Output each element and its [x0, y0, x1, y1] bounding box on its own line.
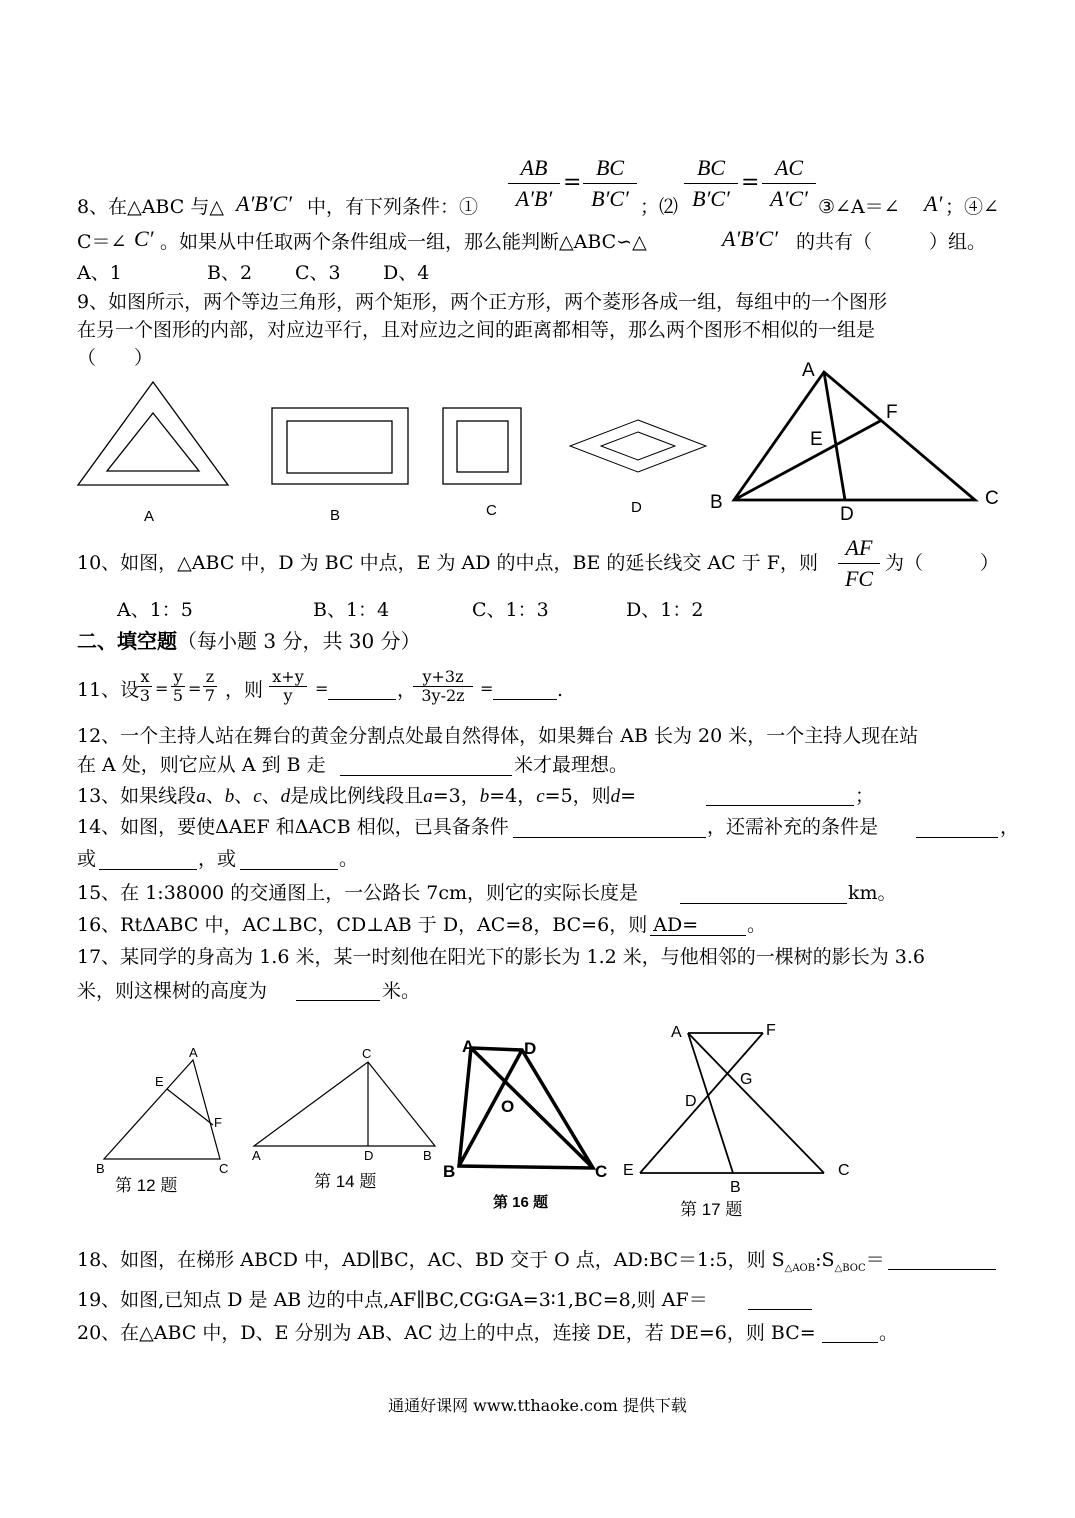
- q8-option-d: D、4: [383, 262, 430, 284]
- fig9-label-c: C: [486, 502, 497, 519]
- page-footer: 通通好课网 www.tthaoke.com 提供下载: [388, 1396, 687, 1415]
- q9-line1: 9、如图所示，两个等边三角形，两个矩形，两个正方形，两个菱形各成一组，每组中的一个图形: [77, 291, 888, 313]
- fig10-label-b: B: [710, 492, 723, 513]
- fig10-label-e: E: [810, 429, 823, 450]
- q8-sep: ；⑵: [640, 196, 679, 218]
- denominator: B′C′: [591, 186, 629, 211]
- q14-line1a: 14、如图，要使ΔAEF 和ΔACB 相似，已具备条件: [77, 816, 509, 838]
- fig12-label-c: C: [219, 1161, 229, 1176]
- q8-line1-mid: 中，有下列条件：①: [307, 196, 479, 218]
- var-d: d: [610, 786, 621, 807]
- numerator: z: [205, 667, 215, 686]
- fig10-label-f: F: [886, 402, 898, 423]
- fig12-label-b: B: [96, 1161, 105, 1176]
- q8-option-c: C、3: [295, 262, 341, 284]
- fig12-label-e: E: [155, 1074, 164, 1089]
- q16-end: 。: [747, 914, 767, 936]
- figure-14: [254, 1062, 435, 1146]
- fig12-label-f: F: [214, 1115, 222, 1130]
- denominator: 3: [139, 686, 151, 705]
- q8-line2c: 的共有（ ）组。: [796, 231, 987, 253]
- prime-c: C′: [134, 226, 154, 251]
- separator: 、: [261, 785, 281, 807]
- q18-mid: :S: [815, 1249, 835, 1271]
- prime-a: A′: [924, 191, 943, 216]
- q10-option-c: C、1：3: [472, 599, 549, 621]
- fig10-label-a: A: [802, 360, 815, 381]
- q14-line1b: ，还需补充的条件是: [707, 816, 879, 838]
- q13-end: ；: [855, 785, 875, 807]
- denominator: 3y-2z: [421, 686, 465, 705]
- q10-text: 10、如图，△ABC 中，D 为 BC 中点，E 为 AD 的中点，BE 的延长线交 AC 于 F，则: [77, 552, 818, 574]
- numerator: BC: [696, 155, 726, 180]
- fig14-caption: 第 14 题: [314, 1172, 377, 1191]
- numerator: BC: [595, 155, 625, 180]
- q11-lead: 11、设: [77, 679, 140, 701]
- fig14-label-c: C: [362, 1046, 372, 1061]
- numerator: AC: [774, 155, 804, 180]
- fig17-label-a: A: [671, 1024, 682, 1041]
- prime-abc-2: A′B′C′: [722, 226, 778, 251]
- equals-sign: =: [188, 679, 202, 698]
- q14-line2a: 或: [77, 848, 97, 870]
- q14-line2c: 。: [339, 848, 359, 870]
- q8-option-b: B、2: [207, 262, 253, 284]
- q13-mid: 是成比例线段且: [290, 785, 424, 807]
- q12-line1: 12、一个主持人站在舞台的黄金分割点处最自然得体，如果舞台 AB 长为 20 米，一个主持人现在站: [77, 725, 919, 747]
- fig16-label-b: B: [443, 1162, 456, 1181]
- denominator: y: [283, 686, 293, 705]
- var-c: c: [253, 786, 262, 807]
- fig10-label-c: C: [985, 488, 999, 509]
- equals-sign: =: [563, 170, 582, 195]
- fig10-label-d: D: [840, 504, 854, 525]
- q18-sub2: △BOC: [834, 1262, 866, 1274]
- q13-lead: 13、如果线段: [77, 785, 197, 807]
- q12-line2b: 米才最理想。: [514, 754, 629, 776]
- fig17-label-g: G: [740, 1071, 753, 1088]
- q12-line2a: 在 A 处，则它应从 A 到 B 走: [77, 754, 326, 776]
- numerator: x: [140, 667, 150, 686]
- q19-text: 19、如图,已知点 D 是 AB 边的中点,AF∥BC,CG∶GA=3∶1,BC=8,则 AF＝: [77, 1289, 708, 1311]
- q10-option-d: D、1：2: [626, 599, 704, 621]
- value-c: =5，则: [544, 785, 611, 807]
- denominator: A′B′: [515, 186, 553, 211]
- fig17-label-b: B: [730, 1179, 741, 1196]
- q8-line2a: C＝∠: [77, 231, 127, 253]
- numerator: x+y: [272, 667, 304, 686]
- q8-line1-lead: 8、在△ABC 与△: [77, 196, 224, 218]
- value-a: =3，: [432, 785, 480, 807]
- q19-answer-blank[interactable]: [748, 1291, 812, 1310]
- fig14-label-d: D: [364, 1148, 374, 1163]
- equals-sign: =: [741, 170, 760, 195]
- q18-equals: ＝: [865, 1249, 885, 1271]
- var-b: b: [224, 786, 235, 807]
- denominator: A′C′: [770, 186, 808, 211]
- q18-sub1: △AOB: [784, 1262, 816, 1274]
- q8-cond4: ；④∠: [945, 196, 999, 218]
- q14-line1c: ，: [1000, 816, 1020, 838]
- numerator: y: [173, 667, 183, 686]
- q9-line2: 在另一个图形的内部，对应边平行，且对应边之间的距离都相等，那么两个图形不相似的一组是: [77, 319, 876, 341]
- q17-line2b: 米。: [382, 980, 421, 1002]
- denominator: 5: [172, 686, 184, 705]
- separator: 、: [234, 785, 254, 807]
- q11-end: .: [557, 679, 564, 701]
- q17-line1: 17、某同学的身高为 1.6 米，某一时刻他在阳光下的影长为 1.2 米，与他相邻的一棵树的影长为 3.6: [77, 946, 926, 968]
- q17-line2a: 米，则这棵树的高度为: [77, 980, 268, 1002]
- prime-abc: A′B′C′: [236, 191, 292, 216]
- fig16-caption: 第 16 题: [493, 1194, 549, 1211]
- fig16-label-d: D: [524, 1039, 537, 1058]
- q16-text: 16、RtΔABC 中，AC⊥BC，CD⊥AB 于 D，AC=8，BC=6，则 AD=: [77, 914, 699, 936]
- fig17-label-f: F: [766, 1022, 776, 1039]
- numerator: AF: [845, 535, 873, 560]
- equals-sign: =: [480, 679, 494, 698]
- q10-tail: 为（ ）: [885, 552, 1000, 574]
- section2-title: 二、填空题: [77, 629, 177, 653]
- var-d: d: [280, 786, 291, 807]
- denominator: FC: [844, 566, 874, 591]
- var-a: a: [423, 786, 433, 807]
- q8-line2b: 。如果从中任取两个条件组成一组，那么能判断△ABC∽△: [160, 231, 647, 253]
- q18-answer-blank[interactable]: [888, 1251, 996, 1270]
- equals-sign: =: [155, 679, 169, 698]
- section2-note: （每小题 3 分，共 30 分）: [177, 629, 421, 653]
- q18-lead: 18、如图，在梯形 ABCD 中，AD∥BC，AC、BD 交于 O 点，AD:BC＝1:5，则 S: [77, 1249, 785, 1271]
- q20-end: 。: [879, 1322, 899, 1344]
- fig17-label-e: E: [623, 1162, 634, 1179]
- numerator: AB: [520, 155, 548, 180]
- value-b: =4，: [489, 785, 537, 807]
- fig17-label-d: D: [685, 1093, 697, 1110]
- equals-sign: =: [315, 679, 329, 698]
- fig17-caption: 第 17 题: [680, 1200, 743, 1219]
- q11-then: ，则: [225, 679, 264, 701]
- denominator: 7: [204, 686, 216, 705]
- numerator: y+3z: [422, 667, 464, 686]
- var-b: b: [479, 786, 490, 807]
- denominator: B′C′: [692, 186, 730, 211]
- fig17-label-c: C: [838, 1162, 850, 1179]
- q15-unit: km。: [848, 882, 897, 904]
- q20-text: 20、在△ABC 中，D、E 分别为 AB、AC 边上的中点，连接 DE，若 DE=6，则 BC=: [77, 1322, 816, 1344]
- q10-option-a: A、1：5: [117, 599, 193, 621]
- fig12-caption: 第 12 题: [115, 1176, 178, 1195]
- fig16-label-o: O: [501, 1097, 515, 1116]
- value-d: =: [620, 785, 637, 807]
- fig9-label-d: D: [631, 499, 642, 516]
- q14-line2b: ，或: [198, 848, 237, 870]
- figure-16: [459, 1048, 593, 1168]
- q15-text: 15、在 1:38000 的交通图上，一公路长 7cm，则它的实际长度是: [77, 882, 638, 904]
- fig9-label-b: B: [330, 507, 341, 524]
- q11-comma: ，: [397, 679, 417, 701]
- separator: 、: [205, 785, 225, 807]
- q18-text: [77, 1251, 885, 1274]
- q8-option-a: A、1: [77, 262, 122, 284]
- fig14-label-a: A: [252, 1148, 261, 1163]
- q9-line3: （ ）: [77, 347, 154, 369]
- var-c: c: [536, 786, 545, 807]
- fig9-label-a: A: [144, 508, 155, 525]
- fig12-label-a: A: [189, 1045, 198, 1060]
- q20-answer-blank[interactable]: [822, 1324, 878, 1343]
- q8-cond3: ③∠A＝∠: [818, 196, 900, 218]
- q10-option-b: B、1：4: [313, 599, 390, 621]
- fig16-label-c: C: [595, 1162, 608, 1181]
- figure-17: [640, 1033, 824, 1173]
- fig14-label-b: B: [423, 1148, 432, 1163]
- var-a: a: [196, 786, 206, 807]
- fig16-label-a: A: [462, 1037, 475, 1056]
